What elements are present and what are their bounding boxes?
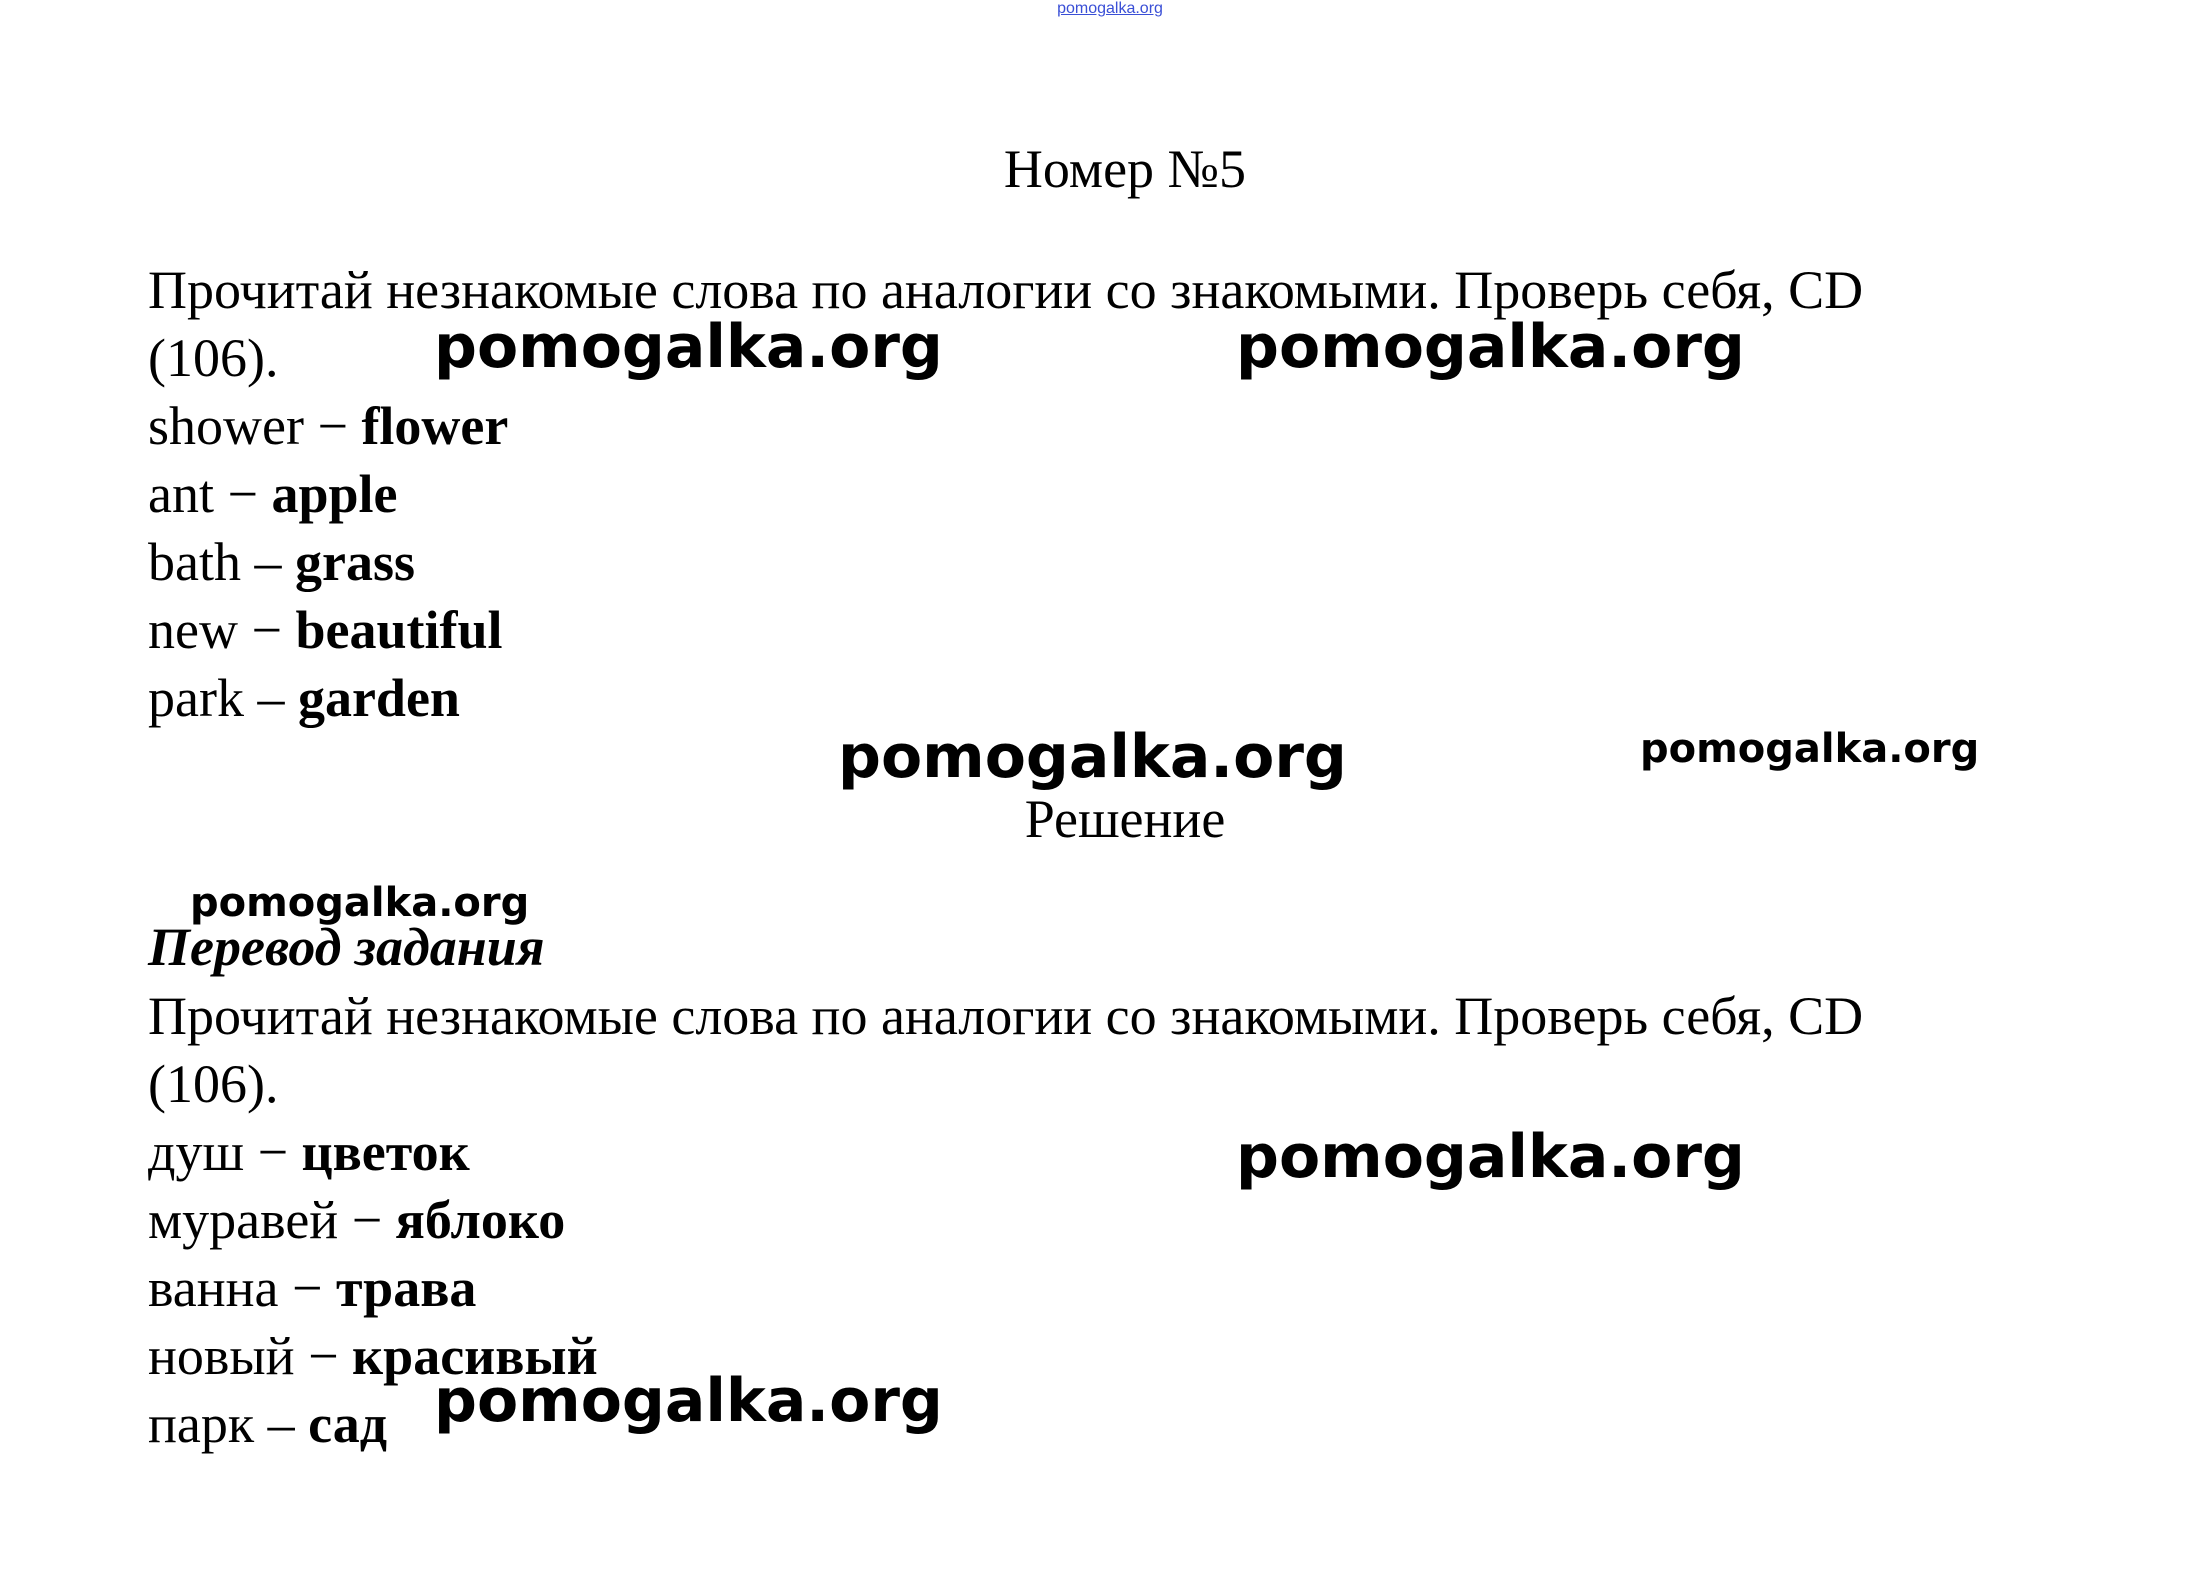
translation-heading: Перевод задания xyxy=(148,917,545,977)
top-site-link[interactable]: pomogalka.org xyxy=(1057,0,1163,17)
pair-separator: − xyxy=(303,396,362,456)
known-word: душ xyxy=(148,1122,245,1182)
known-word: new xyxy=(148,600,238,660)
pair-separator: – xyxy=(254,1394,309,1454)
new-word: красивый xyxy=(352,1326,598,1386)
task-pair-4 xyxy=(148,596,2088,664)
pair-separator: − xyxy=(278,1258,336,1318)
known-word: новый xyxy=(148,1326,295,1386)
task-pair-3 xyxy=(148,528,2088,596)
pair-separator: – xyxy=(240,532,295,592)
new-word: beautiful xyxy=(295,600,503,660)
known-word: bath xyxy=(148,532,241,592)
page-title: Номер №5 xyxy=(1003,139,1247,199)
watermark: pomogalka.org xyxy=(1640,726,1980,772)
solution-heading: Решение xyxy=(1024,789,1226,849)
pair-separator: − xyxy=(338,1190,396,1250)
task-pair-2 xyxy=(148,460,2088,528)
watermark: pomogalka.org xyxy=(838,722,1347,792)
known-word: shower xyxy=(148,396,304,456)
new-word: garden xyxy=(297,668,460,728)
new-word: трава xyxy=(336,1258,477,1318)
task-instruction-line-1: Прочитай незнакомые слова по аналогии со знакомыми. Проверь себя, CD xyxy=(148,260,1864,320)
translation-pair-1 xyxy=(148,1118,2088,1186)
translation-pair-2 xyxy=(148,1186,2088,1254)
new-word: flower xyxy=(361,396,509,456)
pair-separator: − xyxy=(213,464,272,524)
watermark: pomogalka.org xyxy=(190,880,530,926)
known-word: муравей xyxy=(148,1190,339,1250)
known-word: park xyxy=(148,668,244,728)
new-word: apple xyxy=(271,464,398,524)
watermark: pomogalka.org xyxy=(434,312,943,382)
new-word: яблоко xyxy=(395,1190,566,1250)
watermark: pomogalka.org xyxy=(434,1366,943,1436)
pair-separator: − xyxy=(244,1122,302,1182)
task-instruction-line-2: (106). xyxy=(148,328,279,388)
task-pair-1 xyxy=(148,392,2088,460)
new-word: цветок xyxy=(301,1122,470,1182)
pair-separator: – xyxy=(243,668,298,728)
new-word: grass xyxy=(294,532,415,592)
pair-separator: − xyxy=(237,600,296,660)
watermark: pomogalka.org xyxy=(1236,312,1745,382)
known-word: ванна xyxy=(148,1258,279,1318)
known-word: ant xyxy=(148,464,214,524)
watermark: pomogalka.org xyxy=(1236,1122,1745,1192)
translation-instruction-line-1: Прочитай незнакомые слова по аналогии со знакомыми. Проверь себя, CD xyxy=(148,986,1864,1046)
translation-instruction-line-2: (106). xyxy=(148,1054,279,1114)
translation-pair-3 xyxy=(148,1254,2088,1322)
known-word: парк xyxy=(148,1394,255,1454)
new-word: сад xyxy=(308,1394,388,1454)
pair-separator: − xyxy=(294,1326,353,1386)
